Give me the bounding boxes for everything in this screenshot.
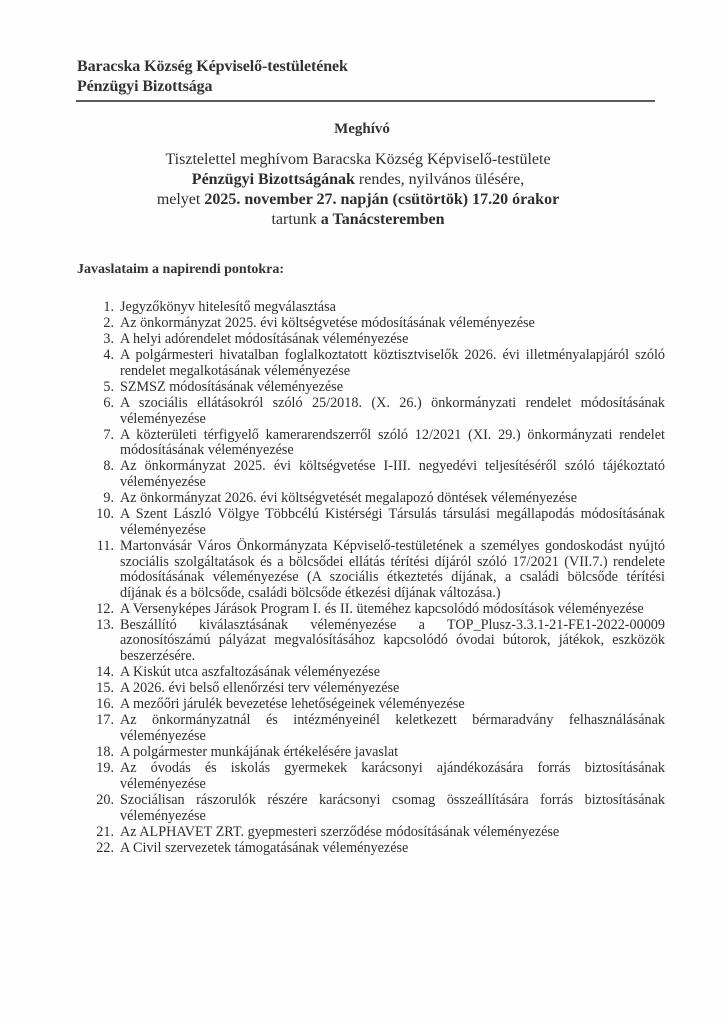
agenda-item bbox=[90, 507, 665, 538]
agenda-item-text: A mezőőri járulék bevezetése lehetőségeinek véleményezése bbox=[120, 696, 465, 713]
agenda-item-number: 5. bbox=[103, 378, 114, 395]
agenda-item bbox=[90, 348, 665, 379]
agenda-item bbox=[90, 697, 665, 713]
agenda-item bbox=[90, 665, 665, 681]
header-divider bbox=[76, 100, 655, 102]
intro-line-1: Tisztelettel meghívom Baracska Község Képviselő-testülete bbox=[165, 151, 551, 168]
committee-name: Pénzügyi Bizottságának bbox=[191, 171, 355, 188]
agenda-item-number: 15. bbox=[96, 680, 114, 697]
org-name-line-2: Pénzügyi Bizottsága bbox=[77, 78, 213, 95]
agenda-item bbox=[90, 825, 665, 841]
document-title: Meghívó bbox=[334, 121, 390, 137]
agenda-item-number: 6. bbox=[103, 395, 114, 412]
intro-line-2 bbox=[100, 170, 616, 190]
agenda-item-number: 9. bbox=[103, 490, 114, 507]
agenda-item-number: 11. bbox=[96, 537, 114, 554]
agenda-item bbox=[90, 316, 665, 332]
intro-line-4 bbox=[100, 210, 616, 230]
agenda-item bbox=[90, 713, 665, 744]
agenda-item-text: Az önkormányzat 2025. évi költségvetése módosításának véleményezése bbox=[120, 315, 535, 332]
agenda-item-text: A Civil szervezetek támogatásának véleményezése bbox=[120, 839, 409, 856]
agenda-item-number: 16. bbox=[96, 696, 114, 713]
agenda-item-text: A szociális ellátásokról szóló 25/2018. (X. 26.) önkormányzati rendelet módosításának véleményezése bbox=[120, 395, 665, 427]
agenda-item bbox=[90, 428, 665, 459]
agenda-item-text: A polgármester munkájának értékelésére javaslat bbox=[120, 744, 399, 761]
agenda-item-text: A helyi adórendelet módosításának véleményezése bbox=[120, 331, 409, 348]
agenda-item bbox=[90, 841, 665, 857]
agenda-item-number: 19. bbox=[96, 760, 114, 777]
agenda-item-number: 3. bbox=[103, 331, 114, 348]
organization-header bbox=[77, 57, 348, 97]
agenda-item bbox=[90, 300, 665, 316]
agenda-item-number: 22. bbox=[96, 839, 114, 856]
agenda-item bbox=[90, 745, 665, 761]
agenda-item bbox=[90, 491, 665, 507]
agenda-item-number: 12. bbox=[96, 600, 114, 617]
meeting-location: a Tanácsteremben bbox=[320, 211, 445, 228]
agenda-item-number: 20. bbox=[96, 791, 114, 808]
agenda-item-text: Az önkormányzat 2026. évi költségvetését megalapozó döntések véleményezése bbox=[120, 490, 577, 507]
agenda-item-text: SZMSZ módosításának véleményezése bbox=[120, 378, 344, 395]
agenda-item bbox=[90, 602, 665, 618]
agenda-item-text: Az ALPHAVET ZRT. gyepmesteri szerződése módosításának véleményezése bbox=[120, 823, 560, 840]
agenda-item-text: Martonvásár Város Önkormányzata Képviselő-testületének a személyes gondoskodást nyújtó szociális szolgáltatások és a bölcsődei ellátás térítési díjáról szóló 17/2021 (VII.7.) rendelete módosításának véleményezése (A szociális étkeztetés díjának, a családi bölcsőde térítési díjának és a bölcsőde, családi bölcsőde étkezési díjának változása.) bbox=[120, 537, 665, 601]
agenda-item-text: Az óvodás és iskolás gyermekek karácsonyi ajándékozására forrás biztosításának véleményezése bbox=[120, 760, 665, 792]
intro-line-2-rest: rendes, nyilvános ülésére, bbox=[354, 171, 525, 188]
intro-line-3 bbox=[100, 190, 616, 210]
agenda-item bbox=[90, 761, 665, 792]
agenda-item-text: Az önkormányzatnál és intézményeinél keletkezett bérmaradvány felhasználásának véleményezése bbox=[120, 712, 665, 745]
agenda-item-number: 1. bbox=[103, 299, 114, 315]
agenda-item bbox=[90, 539, 665, 601]
agenda-item-number: 4. bbox=[103, 347, 114, 364]
agenda-item-text: Beszállító kiválasztásának véleményezése a TOP_Plusz-3.3.1-21-FE1-2022-00009 azonosítószámú pályázat megvalósításához kapcsolódó óvodai bútorok, játékok, eszközök beszerzésére. bbox=[120, 616, 665, 665]
agenda-item-number: 17. bbox=[96, 712, 114, 729]
agenda-item bbox=[90, 380, 665, 396]
agenda-item bbox=[90, 396, 665, 427]
agenda-item-number: 14. bbox=[96, 664, 114, 681]
intro-line-3-prefix: melyet bbox=[156, 191, 205, 208]
agenda-item-text: A Kiskút utca aszfaltozásának véleményezése bbox=[120, 664, 380, 681]
agenda-item-number: 10. bbox=[96, 506, 114, 523]
agenda-item bbox=[90, 681, 665, 697]
agenda-item-number: 2. bbox=[103, 315, 114, 332]
agenda-item-text: Jegyzőkönyv hitelesítő megválasztása bbox=[120, 299, 336, 315]
agenda-item bbox=[90, 793, 665, 824]
agenda-item bbox=[90, 618, 665, 665]
meeting-datetime: 2025. november 27. napján (csütörtök) 17.20 órakor bbox=[204, 191, 560, 208]
agenda-list bbox=[90, 300, 665, 857]
agenda-item-text: A 2026. évi belső ellenőrzési terv véleményezése bbox=[120, 680, 400, 697]
agenda-item-text: A polgármesteri hivatalban foglalkoztatott köztisztviselők 2026. évi illetményalapjáról szóló rendelet megalkotásának véleményezése bbox=[120, 347, 665, 379]
invitation-paragraph bbox=[100, 150, 616, 230]
org-name-line-1: Baracska Község Képviselő-testületének bbox=[77, 58, 348, 75]
agenda-item-text: Szociálisan rászorulók részére karácsonyi csomag összeállítására forrás biztosításának véleményezése bbox=[120, 791, 665, 824]
agenda-item-text: Az önkormányzat 2025. évi költségvetése I-III. negyedévi teljesítéséről szóló tájékoztató véleményezése bbox=[120, 458, 665, 491]
agenda-item-number: 21. bbox=[96, 823, 114, 840]
agenda-item-text: A Versenyképes Járások Program I. és II. üteméhez kapcsolódó módosítások véleményezése bbox=[120, 600, 644, 617]
intro-line-4-prefix: tartunk bbox=[271, 211, 321, 228]
agenda-item-number: 8. bbox=[103, 458, 114, 475]
agenda-item bbox=[90, 459, 665, 490]
agenda-heading: Javaslataim a napirendi pontokra: bbox=[77, 262, 285, 277]
agenda-item bbox=[90, 332, 665, 348]
agenda-item-text: A közterületi térfigyelő kamerarendszerről szóló 12/2021 (XI. 29.) önkormányzati rendelet módosításának véleményezése bbox=[120, 426, 665, 459]
agenda-item-number: 18. bbox=[96, 744, 114, 761]
agenda-item-number: 13. bbox=[96, 616, 114, 633]
agenda-item-number: 7. bbox=[103, 426, 114, 443]
agenda-item-text: A Szent László Völgye Többcélú Kistérségi Társulás társulási megállapodás módosításának véleményezése bbox=[120, 506, 665, 538]
